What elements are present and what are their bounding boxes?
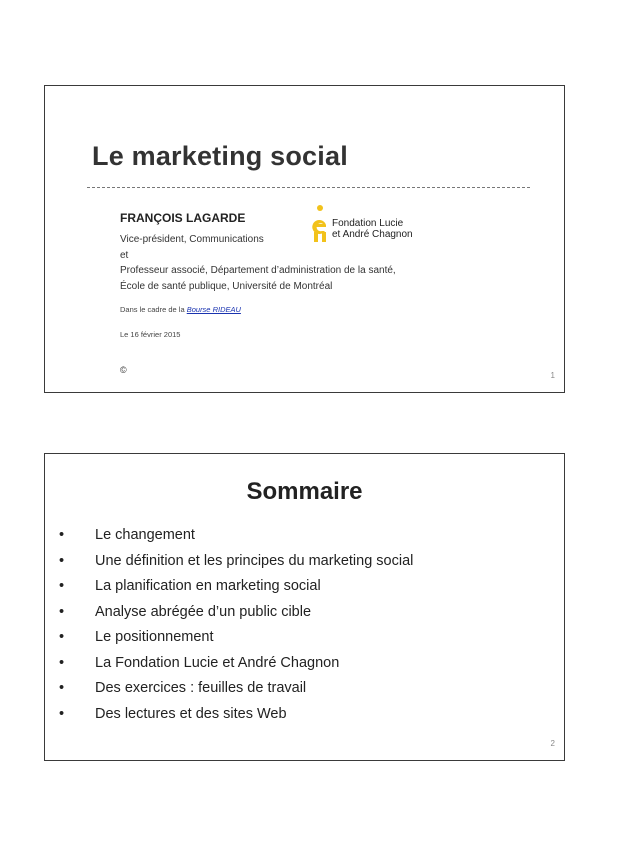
list-item-text: Des exercices : feuilles de travail [95,680,307,696]
slide-number: 1 [550,371,555,380]
slide-number: 2 [550,739,555,748]
copyright-symbol: © [120,365,127,375]
list-item [59,676,413,702]
logo-line: et André Chagnon [332,229,413,240]
list-item [59,574,413,600]
context-note [120,305,241,314]
list-item [59,651,413,677]
bullet-icon: • [59,527,65,543]
list-item [59,523,413,549]
fondation-logo-icon [311,204,331,244]
logo-line: Fondation Lucie [332,218,404,229]
slide-title: Sommaire [246,478,363,505]
list-item-text: La Fondation Lucie et André Chagnon [95,654,340,671]
title-slide [44,85,565,393]
slide-title: Le marketing social [92,141,348,171]
author-name: FRANÇOIS LAGARDE [120,211,246,225]
bullet-icon: • [59,578,65,594]
role-line: Vice-président, Communications [120,234,264,245]
summary-slide [44,453,565,761]
fondation-logo [311,204,415,244]
summary-list [59,523,413,727]
role-line: et [120,249,129,261]
list-item [59,702,413,728]
role-line: École de santé publique, Université de Montréal [120,280,333,292]
list-item-text: La planification en marketing social [95,578,321,594]
bullet-icon: • [59,603,65,620]
list-item [59,600,413,626]
logo-wordmark [332,218,413,240]
list-item-text: Une définition et les principes du marketing social [95,552,414,569]
bullet-icon: • [59,705,65,722]
list-item [59,549,413,575]
title-divider [87,187,530,188]
list-item-text: Le positionnement [95,629,214,645]
bullet-icon: • [59,552,65,569]
list-item [59,625,413,651]
presentation-date: Le 16 février 2015 [120,330,181,339]
bullet-icon: • [59,629,65,645]
bourse-rideau-link[interactable]: Bourse RIDEAU [186,305,241,314]
list-item-text: Le changement [95,527,195,543]
list-item-text: Analyse abrégée d’un public cible [95,603,312,620]
list-item-text: Des lectures et des sites Web [95,705,287,722]
context-prefix: Dans le cadre de la [120,305,187,314]
role-line: Professeur associé, Département d’administration de la santé, [120,265,396,276]
bullet-icon: • [59,654,65,671]
bullet-icon: • [59,680,65,696]
